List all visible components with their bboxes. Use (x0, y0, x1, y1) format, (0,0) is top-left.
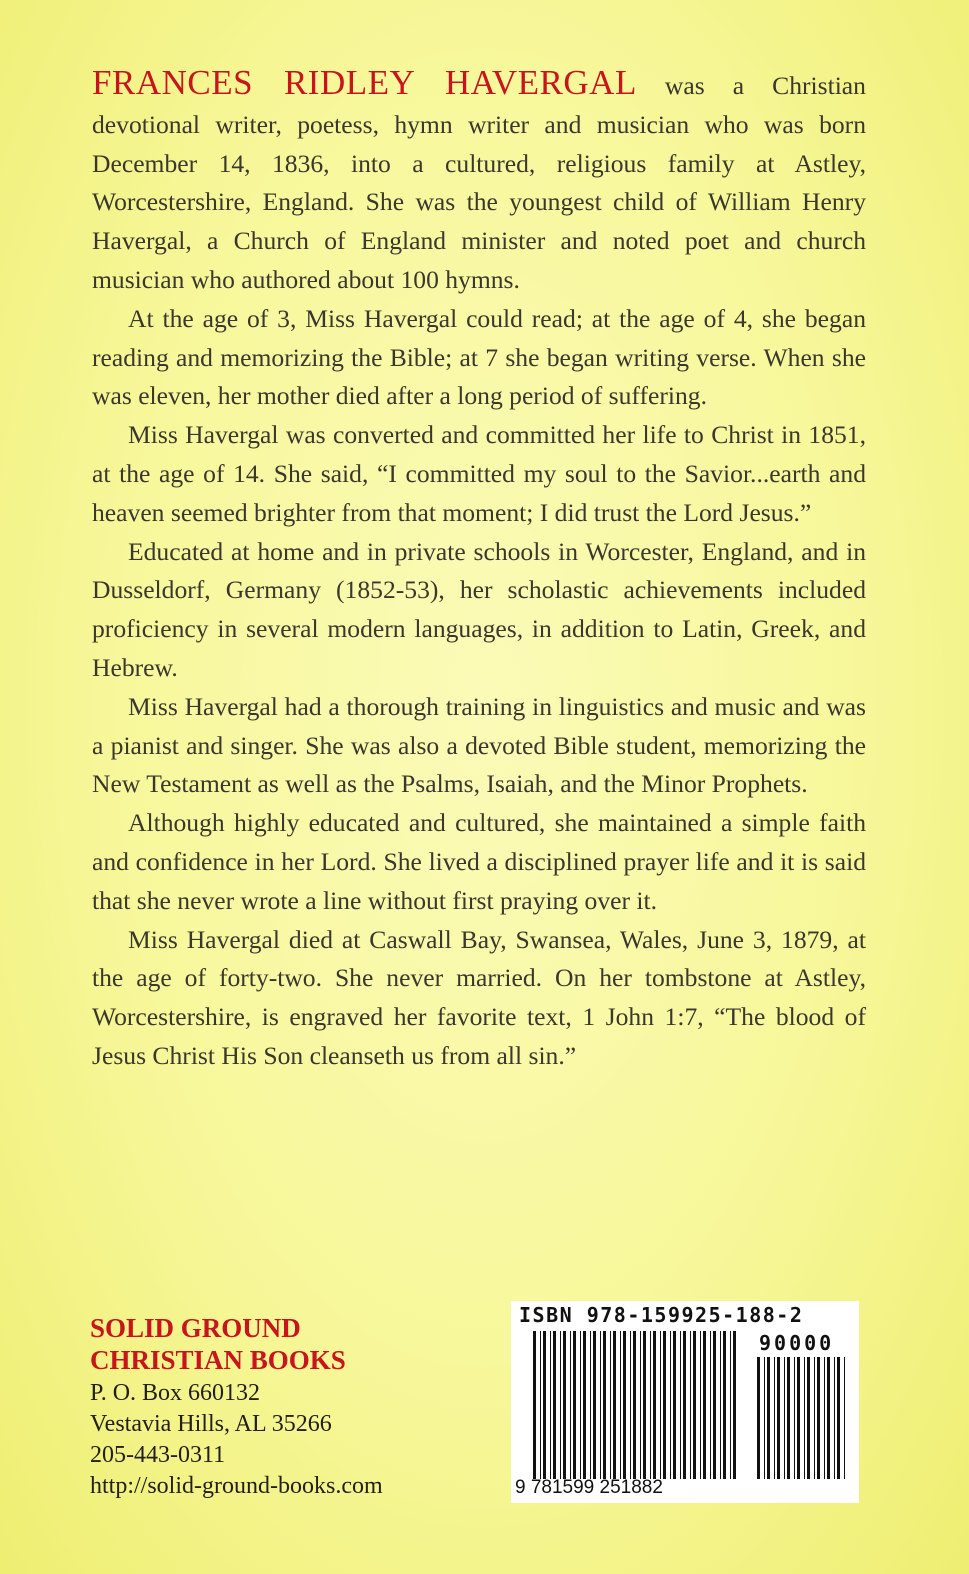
isbn-barcode (511, 1301, 859, 1503)
barcode-bar (774, 1357, 775, 1479)
barcode-bar (653, 1331, 656, 1479)
barcode-bar (580, 1331, 581, 1479)
barcode-bar (600, 1331, 601, 1479)
barcode-bar (640, 1331, 641, 1479)
barcode-bar (680, 1331, 681, 1479)
bio-paragraph-2: At the age of 3, Miss Havergal could read; at the age of 4, she began reading and memorizing the Bible; at 7 she began writing verse. When she was eleven, her mother died after a long period of suffering. (92, 303, 866, 411)
barcode-bar (794, 1357, 795, 1479)
barcode-bar (844, 1357, 845, 1479)
barcode-bar (827, 1357, 830, 1479)
barcode-bar (623, 1331, 626, 1479)
barcode-bar (693, 1331, 696, 1479)
barcode-bar (703, 1331, 706, 1479)
bio-paragraph-1 (92, 64, 866, 300)
barcode-bar (613, 1331, 616, 1479)
bio-text-1: was a Christian devotional writer, poetess, hymn writer and musician who was born December 14, 1836, into a cultured, religious family at Astley, Worcestershire, England. She was the youngest child of William Henry Havergal, a Church of England minister and noted poet and church musician who authored about 100 hymns. (92, 71, 866, 294)
barcode-bar (814, 1357, 815, 1479)
barcode-bar (683, 1331, 686, 1479)
barcode-bar (603, 1331, 606, 1479)
barcode-bar (670, 1331, 671, 1479)
bio-paragraph-7: Miss Havergal died at Caswall Bay, Swansea, Wales, June 3, 1879, at the age of forty-two. She never married. On her tombstone at Astley, Worcestershire, is engraved her favorite text, 1 John 1:7, “The blood of Jesus Christ His Son cleanseth us from all sin.” (92, 924, 866, 1070)
barcode-bar (553, 1331, 556, 1479)
barcode-bar (570, 1331, 571, 1479)
barcode-bar (837, 1357, 840, 1479)
barcode-bar (583, 1331, 586, 1479)
bio-paragraph-4: Educated at home and in private schools in Worcester, England, and in Dusseldorf, Germany (1852-53), her scholastic achievements included proficiency in several modern languages, in addition to Latin, Greek, and Hebrew. (92, 536, 866, 682)
barcode-bar (643, 1331, 646, 1479)
ean-bars (533, 1331, 736, 1479)
barcode-bar (777, 1357, 780, 1479)
bio-paragraph-5: Miss Havergal had a thorough training in linguistics and music and was a pianist and singer. She was also a devoted Bible student, memorizing the New Testament as well as the Psalms, Isaiah, and the Minor Prophets. (92, 691, 866, 799)
barcode-bar (573, 1331, 576, 1479)
barcode-bar (804, 1357, 805, 1479)
publisher-phone: 205-443-0311 (90, 1442, 226, 1468)
barcode-bar (660, 1331, 661, 1479)
barcode-bar (550, 1331, 551, 1479)
barcode-bar (807, 1357, 810, 1479)
barcode-bar (817, 1357, 820, 1479)
barcode-bar (784, 1357, 785, 1479)
publisher-name-line-2: CHRISTIAN BOOKS (90, 1345, 346, 1375)
barcode-bar (663, 1331, 666, 1479)
barcode-bar (620, 1331, 621, 1479)
barcode-bar (834, 1357, 835, 1479)
barcode-bar (764, 1357, 765, 1479)
barcode-bar (767, 1357, 770, 1479)
barcode-bar (673, 1331, 676, 1479)
barcode-bar (824, 1357, 825, 1479)
barcode-bar (560, 1331, 561, 1479)
price-code: 90000 (759, 1331, 835, 1355)
publisher-name-line-1: SOLID GROUND (90, 1313, 301, 1343)
barcode-bar (730, 1331, 731, 1479)
barcode-bar (540, 1331, 541, 1479)
barcode-bar (650, 1331, 651, 1479)
barcode-bar (630, 1331, 631, 1479)
bio-paragraph-3: Miss Havergal was converted and committed her life to Christ in 1851, at the age of 14. She said, “I committed my soul to the Savior...earth and heaven seemed brighter from that moment; I did trust the Lord Jesus.” (92, 420, 866, 527)
barcode-bar (700, 1331, 701, 1479)
barcode-bar (710, 1331, 711, 1479)
barcode-bar (690, 1331, 691, 1479)
author-name: FRANCES RIDLEY HAVERGAL (92, 63, 637, 102)
barcode-bar (713, 1331, 716, 1479)
barcode-bar (543, 1331, 546, 1479)
barcode-bar (797, 1357, 800, 1479)
barcode-bar (733, 1331, 736, 1479)
biography (92, 64, 866, 1076)
barcode-bar (720, 1331, 721, 1479)
barcode-bar (633, 1331, 636, 1479)
barcode-bar (593, 1331, 596, 1479)
publisher-address-1: P. O. Box 660132 (90, 1380, 261, 1406)
bio-paragraph-6: Although highly educated and cultured, she maintained a simple faith and confidence in her Lord. She lived a disciplined prayer life and it is said that she never wrote a line without first praying over it. (92, 808, 866, 915)
barcode-bar (723, 1331, 726, 1479)
barcode-bar (590, 1331, 591, 1479)
publisher-block (90, 1312, 470, 1502)
barcode-bar (610, 1331, 611, 1479)
barcode-bar (787, 1357, 790, 1479)
barcode-bar (533, 1331, 536, 1479)
barcode-bar (563, 1331, 566, 1479)
publisher-address-2: Vestavia Hills, AL 35266 (90, 1411, 332, 1437)
ean-digits: 9 781599 251882 (515, 1477, 663, 1498)
publisher-website[interactable]: http://solid-ground-books.com (90, 1473, 383, 1499)
addon-bars (757, 1357, 845, 1479)
barcode-bar (757, 1357, 760, 1479)
isbn-label: ISBN 978-159925-188-2 (519, 1303, 804, 1327)
